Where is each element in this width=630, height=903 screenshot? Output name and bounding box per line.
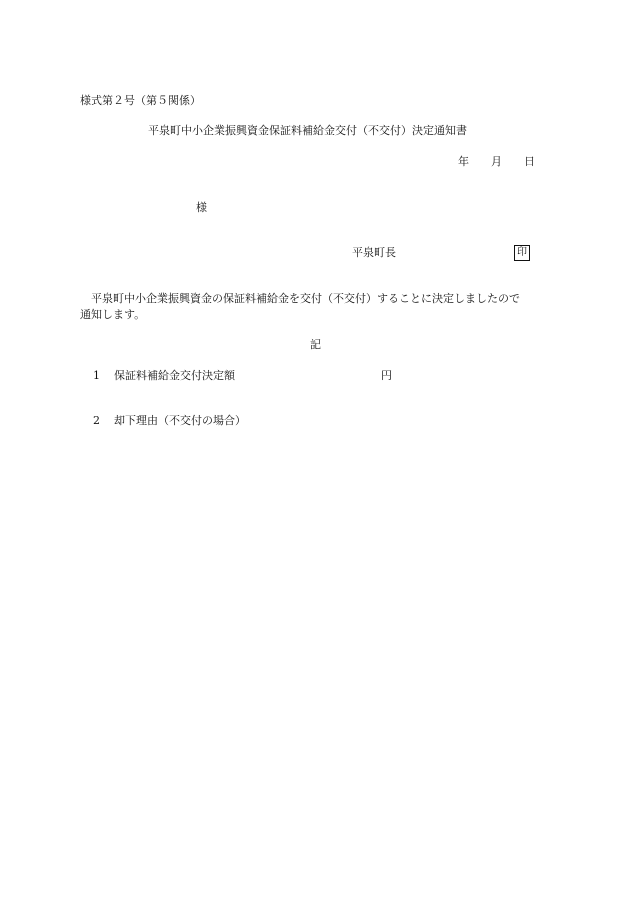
date-year: 年	[458, 155, 469, 168]
addressee-honorific: 様	[196, 201, 207, 214]
form-number: 様式第２号（第５関係）	[80, 94, 201, 107]
notice-body-line-2: 通知します。	[80, 308, 146, 321]
notice-body	[80, 291, 560, 323]
item-2-label: 却下理由（不交付の場合）	[114, 414, 246, 427]
document-title: 平泉町中小企業振興資金保証料補給金交付（不交付）決定通知書	[148, 124, 467, 137]
notice-body-line-1: 平泉町中小企業振興資金の保証料補給金を交付（不交付）することに決定しましたので	[91, 292, 520, 305]
item-1-label: 保証料補給金交付決定額	[114, 369, 235, 382]
seal-mark: 印	[514, 245, 530, 261]
item-2-number: 2	[93, 414, 100, 427]
item-1-number: 1	[93, 369, 100, 382]
ki-heading: 記	[310, 338, 321, 351]
date-month: 月	[491, 155, 502, 168]
date-line	[458, 155, 535, 169]
item-1-unit: 円	[381, 369, 392, 382]
issuer-name: 平泉町長	[352, 246, 396, 259]
date-day: 日	[524, 155, 535, 168]
